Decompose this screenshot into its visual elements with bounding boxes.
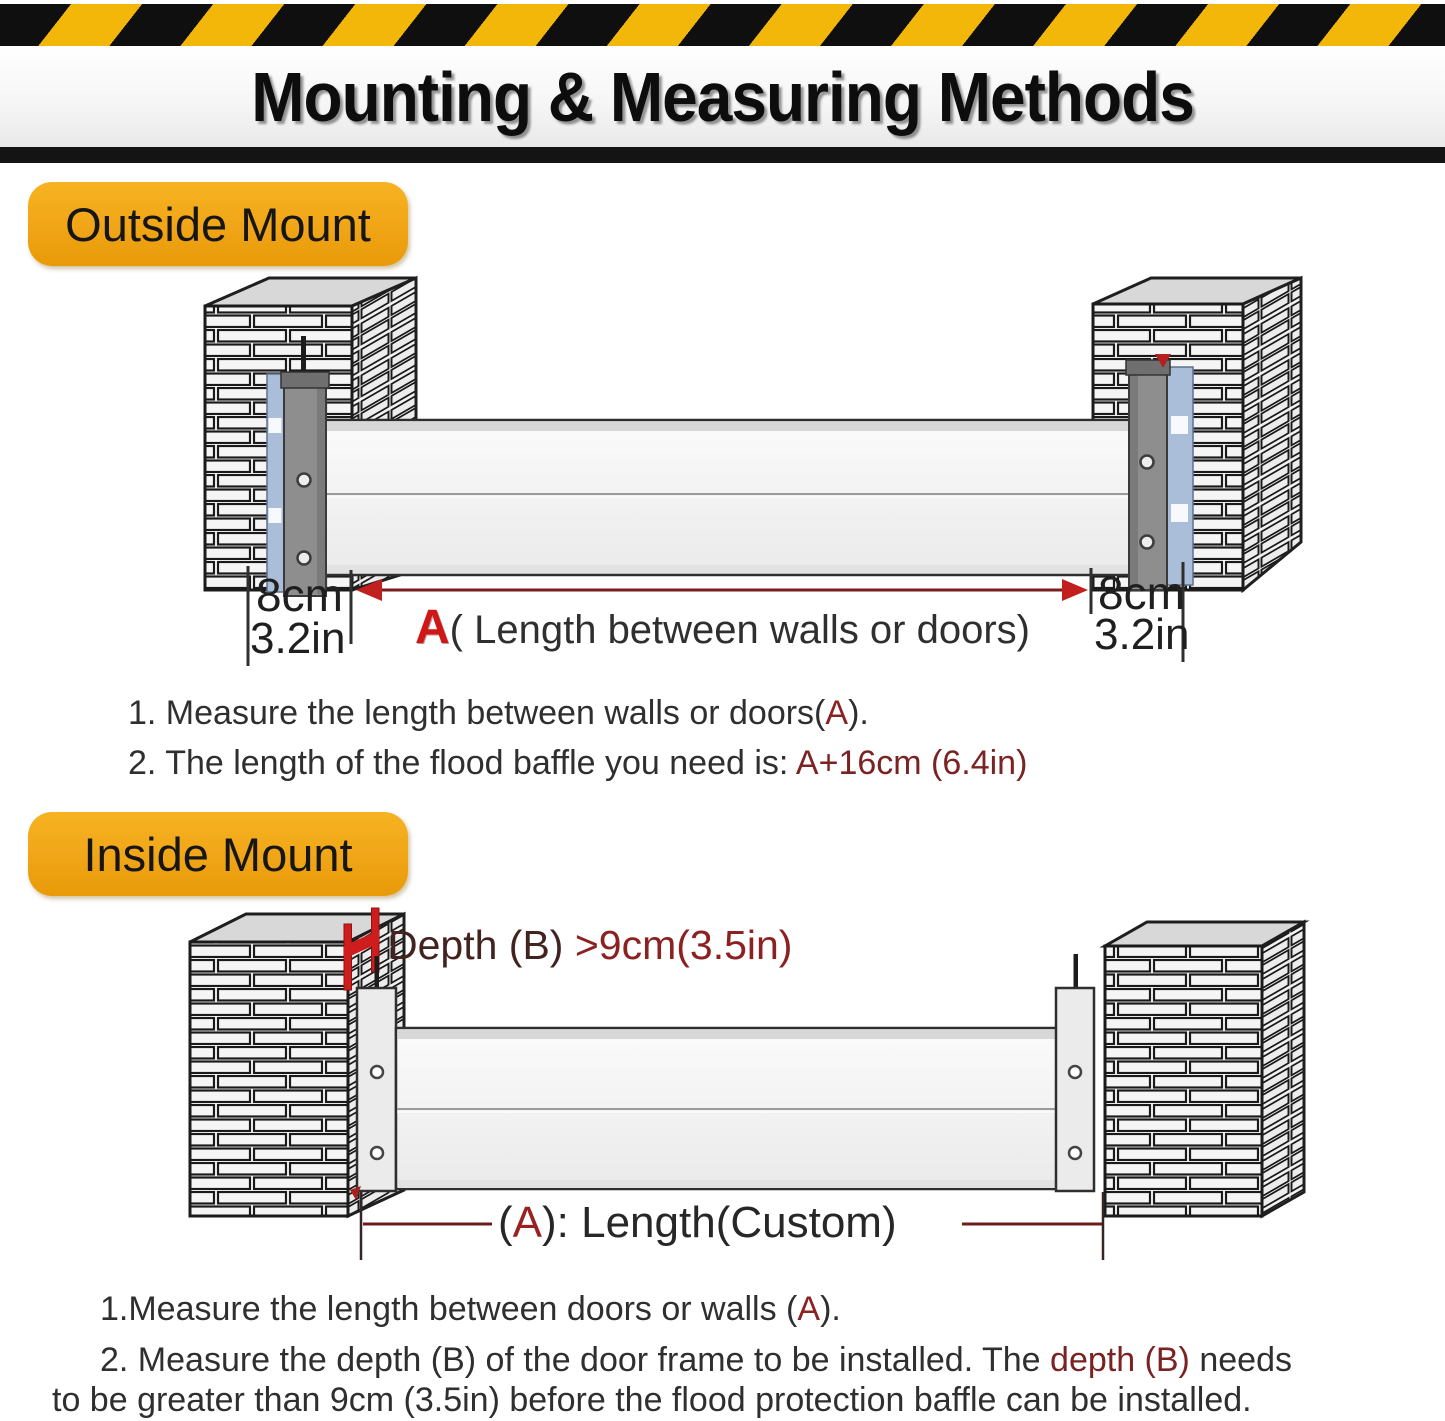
outside-mount-badge-label: Outside Mount — [65, 197, 371, 251]
title-band — [0, 46, 1445, 147]
outside-right-gap-cm: 8cm — [1098, 567, 1185, 619]
arrowhead-right-icon — [1062, 579, 1088, 601]
outside-flood-panel — [323, 420, 1133, 575]
hazard-stripes — [0, 4, 1445, 46]
inside-step-1: 1.Measure the length between doors or walls (A). — [100, 1290, 841, 1328]
span-label-text: ( Length between walls or doors) — [449, 608, 1030, 652]
banner-black-bar — [0, 147, 1445, 163]
banner — [0, 0, 1445, 163]
depth-label: Depth (B) >9cm(3.5in) — [388, 922, 793, 968]
inside-mount-badge — [28, 812, 408, 896]
inside-right-bracket — [1056, 954, 1094, 1191]
outside-left-gap-cm: 8cm — [256, 569, 343, 621]
inside-step-2-line-2: to be greater than 9cm (3.5in) before the flood protection baffle can be installed. — [52, 1381, 1252, 1419]
outside-right-gap-in: 3.2in — [1094, 610, 1190, 659]
outside-span-label — [415, 600, 1030, 655]
inside-flood-panel — [396, 1028, 1057, 1189]
outside-right-bracket — [1126, 354, 1193, 590]
span-label-a: A — [415, 601, 450, 654]
outside-step-2: 2. The length of the flood baffle you need is: A+16cm (6.4in) — [128, 744, 1028, 782]
page-title: Mounting & Measuring Methods — [251, 57, 1194, 136]
outside-left-gap-in: 3.2in — [250, 614, 346, 663]
inside-mount-badge-label: Inside Mount — [83, 827, 353, 881]
inside-right-pillar — [1105, 922, 1304, 1216]
outside-step-1: 1. Measure the length between walls or doors(A). — [128, 694, 869, 732]
outside-left-bracket — [267, 336, 329, 596]
inside-left-bracket — [350, 956, 396, 1200]
inside-step-2-line-1: 2. Measure the depth (B) of the door frame to be installed. The depth (B) needs — [100, 1341, 1292, 1379]
outside-mount-badge — [28, 182, 408, 266]
length-label: (A): Length(Custom) — [498, 1198, 897, 1247]
